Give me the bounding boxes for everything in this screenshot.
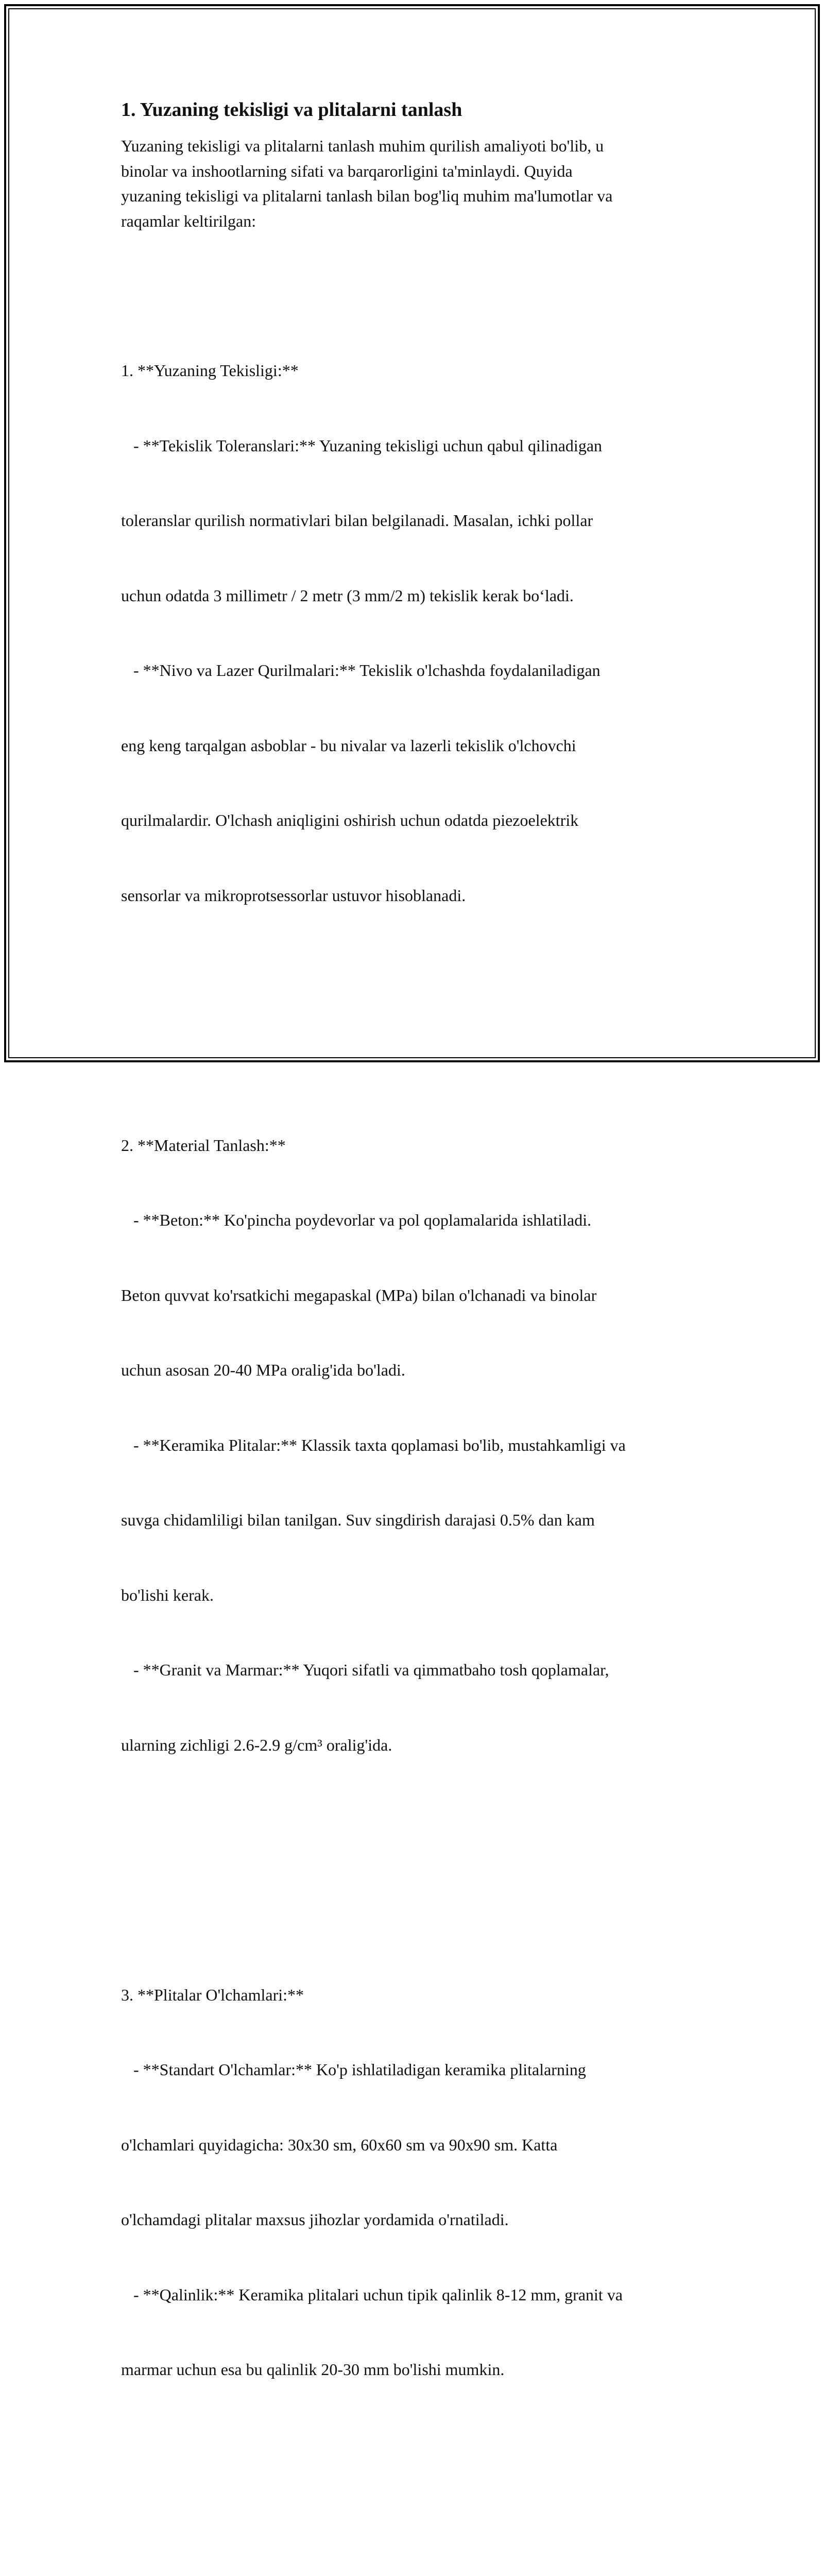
section-heading: 1. **Yuzaning Tekisligi:** <box>121 361 299 380</box>
text-line: marmar uchun esa bu qalinlik 20-30 mm bo'lishi mumkin. <box>121 2360 505 2379</box>
text-line: - **Keramika Plitalar:** Klassik taxta qoplamasi bo'lib, mustahkamligi va <box>121 1435 626 1454</box>
section-material-selection <box>121 1083 708 1808</box>
text-line: toleranslar qurilish normativlari bilan belgilanadi. Masalan, ichki pollar <box>121 511 593 530</box>
section-surface-flatness <box>121 308 708 958</box>
text-line: - **Standart O'lchamlar:** Ko'p ishlatiladigan keramika plitalarning <box>121 2060 586 2079</box>
section-coatings-adhesives <box>121 2557 708 2576</box>
text-line: eng keng tarqalgan asboblar - bu nivalar va lazerli tekislik o'lchovchi <box>121 736 576 755</box>
intro-paragraph <box>121 133 708 233</box>
text-line: Beton quvvat ko'rsatkichi megapaskal (MPa) bilan o'lchanadi va binolar <box>121 1285 597 1304</box>
text-line: suvga chidamliligi bilan tanilgan. Suv singdirish darajasi 0.5% dan kam <box>121 1511 595 1529</box>
document-body <box>121 258 708 2576</box>
text-line: o'lchamlari quyidagicha: 30x30 sm, 60x60 sm va 90x90 sm. Katta <box>121 2135 558 2154</box>
text-line: - **Nivo va Lazer Qurilmalari:** Tekislik o'lchashda foydalaniladigan <box>121 661 600 680</box>
text-line: - **Granit va Marmar:** Yuqori sifatli va qimmatbaho tosh qoplamalar, <box>121 1660 609 1679</box>
section-heading: 2. **Material Tanlash:** <box>121 1136 286 1155</box>
section-heading: 3. **Plitalar O'lchamlari:** <box>121 1985 304 2004</box>
text-line: bo'lishi kerak. <box>121 1585 214 1604</box>
intro-line: yuzaning tekisligi va plitalarni tanlash bilan bog'liq muhim ma'lumotlar va <box>121 187 613 205</box>
text-line: ularning zichligi 2.6-2.9 g/cm³ oralig'ida. <box>121 1735 392 1754</box>
text-line: - **Qalinlik:** Keramika plitalari uchun tipik qalinlik 8-12 mm, granit va <box>121 2285 623 2304</box>
section-tile-dimensions <box>121 1933 708 2432</box>
text-line: o'lchamdagi plitalar maxsus jihozlar yordamida o'rnatiladi. <box>121 2210 509 2229</box>
text-line: - **Tekislik Toleranslari:** Yuzaning tekisligi uchun qabul qilinadigan <box>121 436 603 455</box>
paragraph-gap <box>121 1857 708 1883</box>
text-line: sensorlar va mikroprotsessorlar ustuvor hisoblanadi. <box>121 886 466 905</box>
intro-line: binolar va inshootlarning sifati va barqarorligini ta'minlaydi. Quyida <box>121 161 573 180</box>
text-line: uchun asosan 20-40 MPa oralig'ida bo'ladi. <box>121 1361 405 1379</box>
text-line: - **Beton:** Ko'pincha poydevorlar va pol qoplamalarida ishlatiladi. <box>121 1211 592 1229</box>
document-page <box>121 95 708 2576</box>
document-title: 1. Yuzaning tekisligi va plitalarni tanlash <box>121 99 462 121</box>
intro-line: raqamlar keltirilgan: <box>121 211 256 230</box>
paragraph-gap <box>121 1008 708 1033</box>
text-line: qurilmalardir. O'lchash aniqligini oshirish uchun odatda piezoelektrik <box>121 811 579 829</box>
intro-line: Yuzaning tekisligi va plitalarni tanlash muhim qurilish amaliyoti bo'lib, u <box>121 137 604 155</box>
text-line: uchun odatda 3 millimetr / 2 metr (3 mm/2 m) tekislik kerak bo‘ladi. <box>121 586 574 605</box>
paragraph-gap <box>121 2482 708 2507</box>
